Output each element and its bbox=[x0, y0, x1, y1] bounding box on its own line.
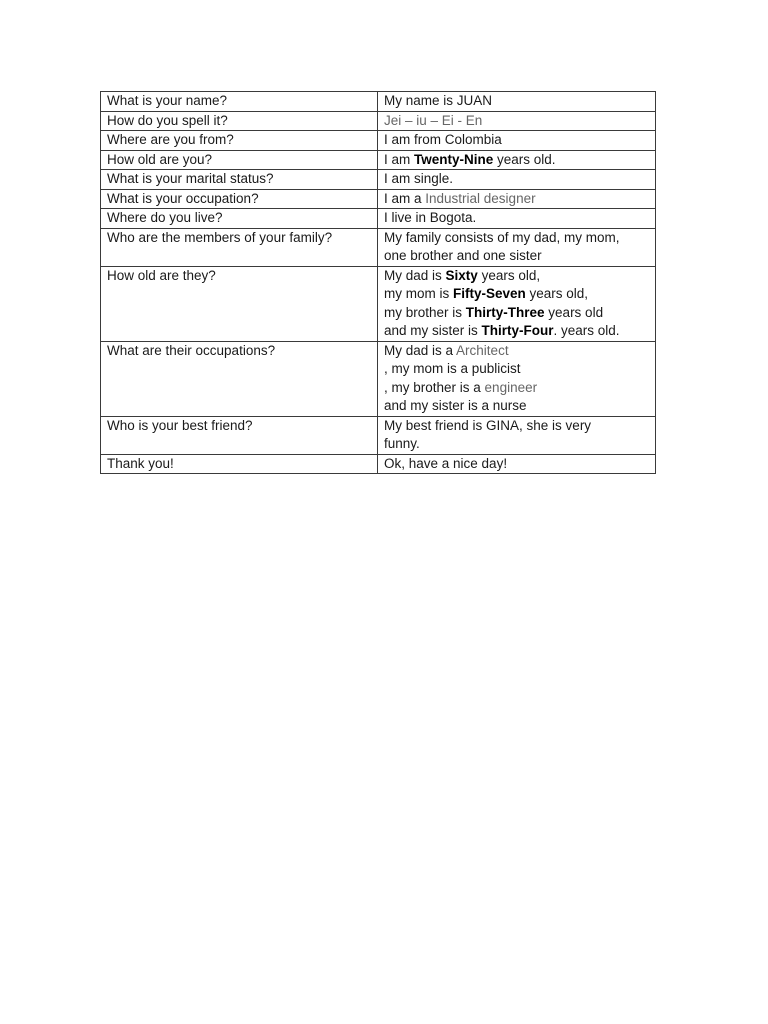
table-row bbox=[101, 92, 656, 112]
answer-text: My name is JUAN bbox=[384, 93, 493, 108]
table-row bbox=[101, 454, 656, 474]
table-row bbox=[101, 209, 656, 229]
answer-line bbox=[384, 379, 649, 398]
answer-emphasis: Thirty-Three bbox=[465, 304, 545, 320]
answer-emphasis: Fifty-Seven bbox=[453, 286, 526, 301]
answer-emphasis: Twenty-Nine bbox=[414, 151, 494, 167]
answer-emphasis: Thirty-Four bbox=[481, 323, 554, 338]
answer-text: my brother is bbox=[384, 304, 466, 320]
interview-table-body bbox=[101, 92, 656, 474]
question-text: What are their occupations? bbox=[107, 342, 276, 358]
question-text: Who are the members of your family? bbox=[107, 229, 333, 245]
answer-line bbox=[384, 151, 649, 170]
question-cell bbox=[101, 170, 378, 190]
answer-line bbox=[384, 190, 649, 209]
answer-text: years old, bbox=[525, 286, 589, 301]
question-cell bbox=[101, 228, 378, 266]
answer-cell bbox=[378, 416, 656, 454]
answer-text: and my sister is a nurse bbox=[384, 398, 527, 413]
answer-cell bbox=[378, 209, 656, 229]
table-row bbox=[101, 266, 656, 341]
answer-cell bbox=[378, 170, 656, 190]
answer-cell bbox=[378, 111, 656, 131]
answer-text: My dad is bbox=[384, 267, 446, 283]
answer-text: Architect bbox=[456, 342, 509, 358]
answer-text: years old bbox=[544, 304, 604, 320]
table-row bbox=[101, 228, 656, 266]
table-row bbox=[101, 416, 656, 454]
answer-text: , my brother is a bbox=[384, 379, 485, 395]
answer-text: one brother and one sister bbox=[384, 248, 542, 263]
interview-table bbox=[100, 91, 656, 474]
answer-cell bbox=[378, 92, 656, 112]
answer-cell bbox=[378, 150, 656, 170]
answer-cell bbox=[378, 341, 656, 416]
table-row bbox=[101, 170, 656, 190]
answer-line bbox=[384, 342, 649, 361]
question-cell bbox=[101, 111, 378, 131]
answer-text: years old. bbox=[493, 151, 556, 167]
answer-line bbox=[384, 397, 649, 416]
question-text: How do you spell it? bbox=[107, 112, 228, 128]
answer-line bbox=[384, 285, 649, 304]
answer-emphasis: Sixty bbox=[445, 267, 478, 283]
answer-line bbox=[384, 209, 649, 228]
question-text: Where do you live? bbox=[107, 210, 223, 225]
answer-line bbox=[384, 322, 649, 341]
answer-text: Ok, have a nice day! bbox=[384, 455, 508, 471]
table-row bbox=[101, 150, 656, 170]
answer-text: My dad is a bbox=[384, 342, 457, 358]
question-text: How old are you? bbox=[107, 151, 213, 167]
answer-text: and my sister is bbox=[384, 323, 482, 338]
table-row bbox=[101, 341, 656, 416]
question-text: What is your name? bbox=[107, 93, 228, 108]
answer-text: I am single. bbox=[384, 171, 454, 186]
question-text: Where are you from? bbox=[107, 132, 234, 147]
answer-text: Jei – iu – Ei - En bbox=[384, 112, 483, 128]
answer-line bbox=[384, 360, 649, 379]
answer-line bbox=[384, 247, 649, 266]
table-row bbox=[101, 111, 656, 131]
answer-line bbox=[384, 435, 649, 454]
question-cell bbox=[101, 131, 378, 151]
answer-line bbox=[384, 267, 649, 286]
question-text: Thank you! bbox=[107, 455, 174, 471]
question-text: What is your occupation? bbox=[107, 190, 259, 206]
answer-cell bbox=[378, 228, 656, 266]
answer-line bbox=[384, 92, 649, 111]
question-cell bbox=[101, 209, 378, 229]
answer-text: My best friend is GINA, she is very bbox=[384, 417, 592, 433]
answer-line bbox=[384, 455, 649, 474]
answer-text: I am bbox=[384, 151, 415, 167]
answer-text: years old, bbox=[477, 267, 541, 283]
question-cell bbox=[101, 454, 378, 474]
answer-text: I live in Bogota. bbox=[384, 210, 477, 225]
answer-text: I am a bbox=[384, 190, 426, 206]
table-row bbox=[101, 189, 656, 209]
question-text: How old are they? bbox=[107, 267, 216, 283]
answer-text: . years old. bbox=[553, 323, 620, 338]
answer-cell bbox=[378, 131, 656, 151]
table-row bbox=[101, 131, 656, 151]
answer-line bbox=[384, 417, 649, 436]
answer-cell bbox=[378, 189, 656, 209]
answer-text: I am from Colombia bbox=[384, 132, 502, 147]
answer-line bbox=[384, 229, 649, 248]
question-cell bbox=[101, 266, 378, 341]
answer-line bbox=[384, 304, 649, 323]
question-text: Who is your best friend? bbox=[107, 417, 253, 433]
answer-text: , my mom is a publicist bbox=[384, 361, 521, 376]
question-cell bbox=[101, 341, 378, 416]
answer-line bbox=[384, 170, 649, 189]
answer-text: Industrial designer bbox=[425, 190, 536, 206]
question-text: What is your marital status? bbox=[107, 171, 274, 186]
answer-cell bbox=[378, 454, 656, 474]
answer-line bbox=[384, 131, 649, 150]
answer-line bbox=[384, 112, 649, 131]
answer-cell bbox=[378, 266, 656, 341]
question-cell bbox=[101, 189, 378, 209]
answer-text: my mom is bbox=[384, 286, 453, 301]
answer-text: engineer bbox=[484, 379, 538, 395]
question-cell bbox=[101, 150, 378, 170]
question-cell bbox=[101, 92, 378, 112]
answer-text: My family consists of my dad, my mom, bbox=[384, 229, 620, 245]
answer-text: funny. bbox=[384, 436, 420, 451]
question-cell bbox=[101, 416, 378, 454]
